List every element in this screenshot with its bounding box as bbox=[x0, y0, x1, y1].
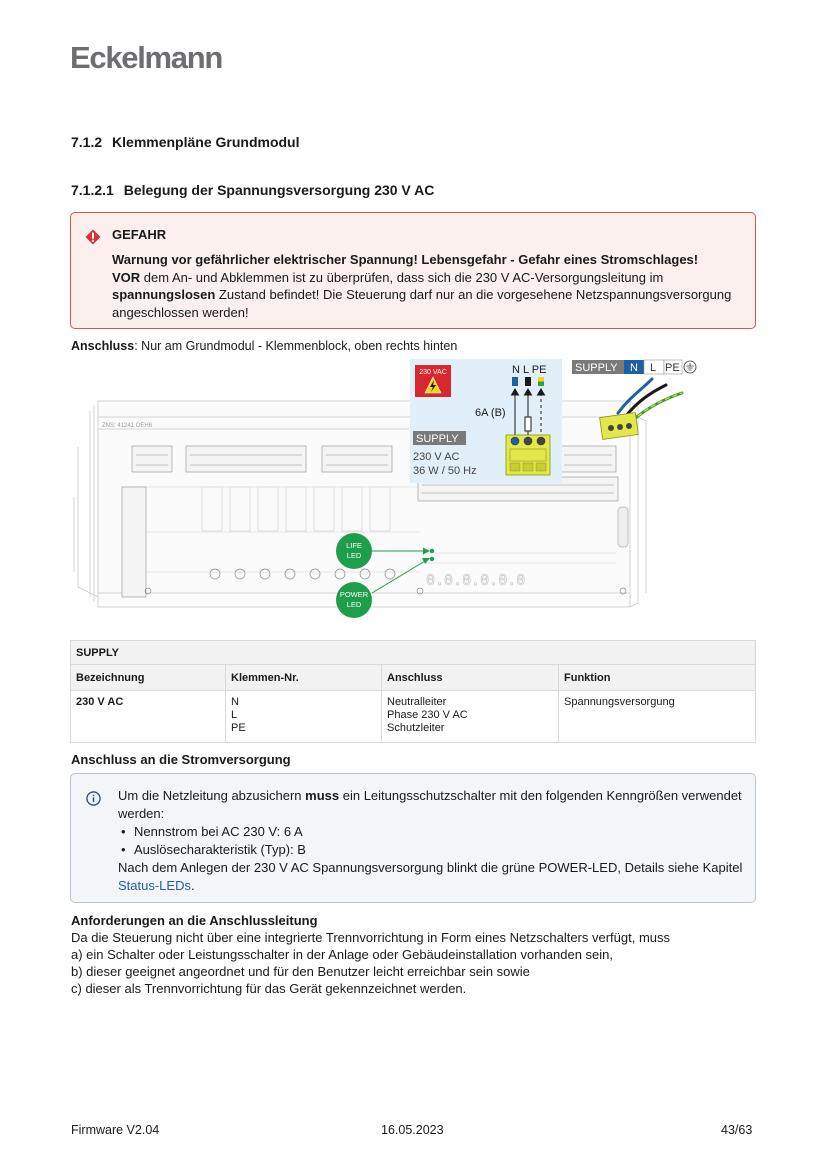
info-text bbox=[118, 787, 748, 895]
supply-label-strip bbox=[572, 360, 696, 374]
power-label: 36 W / 50 Hz bbox=[413, 465, 477, 477]
requirements-line: Da die Steuerung nicht über eine integrierte Trennvorrichtung in Form eines Netzschalters verfügt, muss bbox=[71, 930, 671, 945]
connection-text: : Nur am Grundmodul - Klemmenblock, oben rechts hinten bbox=[134, 339, 458, 353]
subsection-title: Belegung der Spannungsversorgung 230 V AC bbox=[123, 182, 435, 198]
strip-supply: SUPPLY bbox=[575, 362, 618, 374]
cell-terminals bbox=[226, 691, 382, 743]
list-item: • Nennstrom bei AC 230 V: 6 A bbox=[134, 823, 748, 841]
info-text-c: Nach dem Anlegen der 230 V AC Spannungsversorgung blinkt die grüne POWER-LED, Details siehe Kapitel bbox=[118, 860, 743, 875]
side-connector bbox=[618, 507, 628, 547]
info-text-d: . bbox=[190, 878, 195, 893]
cell-function: Spannungsversorgung bbox=[559, 691, 756, 743]
connection-phase: Phase 230 V AC bbox=[387, 709, 468, 721]
info-list bbox=[118, 823, 748, 859]
life-led-label-2: LED bbox=[346, 551, 362, 560]
info-text-b: ein Leitungsschutzschalter mit den folgenden Kenngrößen verwendet werden: bbox=[118, 788, 742, 821]
supply-terminal-block bbox=[506, 435, 550, 475]
col-header-terminal: Klemmen-Nr. bbox=[226, 665, 382, 691]
danger-text-a: dem An- und Abklemmen ist zu überprüfen, dass sich die 230 V AC-Versorgungsleitung im bbox=[140, 269, 664, 285]
connection-neutral: Neutralleiter bbox=[387, 696, 447, 708]
power-led-label-2: LED bbox=[346, 600, 362, 609]
connection-note bbox=[71, 339, 457, 353]
col-header-connection: Anschluss bbox=[382, 665, 559, 691]
info-icon bbox=[86, 791, 101, 806]
section-heading bbox=[71, 134, 300, 150]
section-title: Klemmenpläne Grundmodul bbox=[112, 134, 300, 150]
list-item: • Auslösecharakteristik (Typ): B bbox=[134, 841, 748, 859]
footer-page-number: 43/63 bbox=[721, 1123, 753, 1137]
company-logo: Eckelmann bbox=[70, 40, 222, 75]
fuse-label: 6A (B) bbox=[475, 407, 506, 419]
requirements-block bbox=[71, 912, 761, 997]
danger-title: GEFAHR bbox=[112, 227, 167, 242]
table-title-row bbox=[71, 641, 756, 665]
section-number: 7.1.2 bbox=[71, 134, 103, 150]
strip-pe: PE bbox=[665, 362, 680, 374]
info-box bbox=[70, 773, 756, 903]
strip-n: N bbox=[630, 362, 638, 374]
cell-connections bbox=[382, 691, 559, 743]
terminal-l: L bbox=[231, 709, 238, 721]
footer-firmware: Firmware V2.04 bbox=[71, 1123, 160, 1137]
terminals-top-label: N L PE bbox=[512, 364, 547, 376]
connection-label: Anschluss bbox=[71, 339, 135, 353]
requirements-line: a) ein Schalter oder Leistungsschalter in der Anlage oder Gebäudeinstallation vorhanden sein, bbox=[71, 947, 614, 962]
power-led-label-1: POWER bbox=[339, 590, 369, 599]
requirements-title: Anforderungen an die Anschlussleitung bbox=[71, 913, 318, 928]
voltage-label: 230 V AC bbox=[413, 451, 460, 463]
high-voltage-label: 230 VAC bbox=[419, 369, 447, 376]
requirements-line: b) dieser geeignet angeordnet und für den Benutzer leicht erreichbar sein sowie bbox=[71, 964, 530, 979]
footer-date: 16.05.2023 bbox=[381, 1123, 444, 1137]
connection-earth: Schutzleiter bbox=[387, 722, 445, 734]
supply-badge: SUPPLY bbox=[416, 433, 459, 445]
col-header-function: Funktion bbox=[559, 665, 756, 691]
info-text-a: Um die Netzleitung abzusichern bbox=[118, 788, 306, 803]
table-row bbox=[71, 691, 756, 743]
terminal-pe: PE bbox=[231, 722, 246, 734]
relay-row bbox=[202, 487, 390, 531]
power-heading: Anschluss an die Stromversorgung bbox=[71, 752, 291, 767]
terminal-diagram bbox=[70, 357, 756, 619]
danger-text-b: Zustand befindet! Die Steuerung darf nur an die vorgesehene Netzspannungsversorgung angeschlossen werden! bbox=[112, 287, 732, 320]
requirements-line: c) dieser als Trennvorrichtung für das Gerät gekennzeichnet werden. bbox=[71, 981, 467, 996]
danger-box bbox=[70, 212, 756, 329]
danger-bold-spannungslos: spannungslosen bbox=[112, 287, 216, 302]
status-leds-link[interactable]: Status-LEDs bbox=[118, 878, 191, 893]
board-label: ZNS: 41241 OEH6 bbox=[102, 423, 153, 429]
life-led-label-1: LIFE bbox=[346, 541, 362, 550]
high-voltage-tag bbox=[415, 365, 451, 397]
wire-color-markers bbox=[512, 377, 544, 386]
terminal-n: N bbox=[231, 696, 239, 708]
segment-display: 0.0.0.0.0.0 bbox=[426, 571, 526, 589]
danger-warning-line: Warnung vor gefährlicher elektrischer Spannung! Lebensgefahr - Gefahr eines Stromschlages! bbox=[112, 252, 699, 267]
ground-icon bbox=[684, 361, 696, 373]
table-title: SUPPLY bbox=[71, 641, 756, 665]
supply-table bbox=[70, 640, 756, 743]
danger-body bbox=[112, 251, 748, 321]
strip-l: L bbox=[650, 362, 657, 374]
cell-designation: 230 V AC bbox=[76, 696, 124, 708]
col-header-designation: Bezeichnung bbox=[71, 665, 226, 691]
danger-bold-vor: VOR bbox=[112, 269, 141, 285]
subsection-heading bbox=[71, 182, 434, 198]
subsection-number: 7.1.2.1 bbox=[71, 182, 114, 198]
danger-icon bbox=[85, 229, 101, 245]
table-header-row bbox=[71, 665, 756, 691]
info-bold-muss: muss bbox=[305, 788, 340, 803]
